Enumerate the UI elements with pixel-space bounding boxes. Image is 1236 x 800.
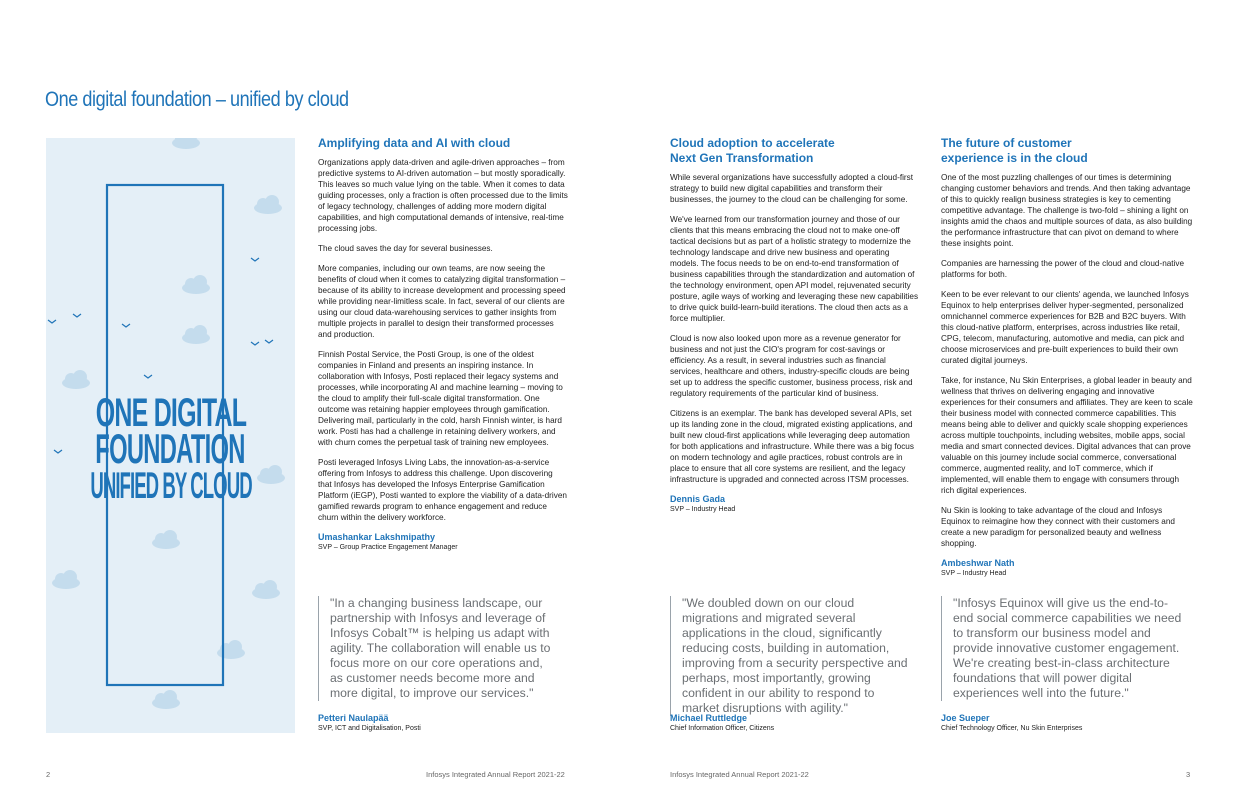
cloud-icon [252,580,280,599]
cloud-icon [152,690,180,709]
svg-text:UNIFIED BY CLOUD: UNIFIED BY CLOUD [90,465,252,507]
cloud-icon [257,465,285,484]
paragraph: Organizations apply data-driven and agile-driven approaches – from predictive systems to AI-driven automation – but mostly sporadically. This leaves so much value lying on the table. When it comes to data guiding processes, only a fraction is often processed due to the limits of legacy technology, challenges of adding more modern digital capabilities, and high computational demands of intensive, real-time processing jobs. [318,158,568,233]
author [318,532,568,552]
cloud-icon [254,195,282,214]
paragraph: While several organizations have successfully adopted a cloud-first strategy to build new digital capabilities and transform their businesses, the journey to the cloud can be challenging for some. [670,173,914,204]
quote-author-role: Chief Technology Officer, Nu Skin Enterprises [941,725,1083,732]
hero-lettering [90,391,252,507]
cloud-artwork [46,138,295,733]
svg-text:ONE DIGITAL: ONE DIGITAL [95,391,247,436]
quote-author-name: Michael Ruttledge [670,713,748,723]
quote-author [670,713,774,733]
author-role: SVP – Group Practice Engagement Manager [318,544,458,551]
pull-quote: "In a changing business landscape, our partnership with Infosys and leverage of Infosys Cobalt™ is helping us adapt with agility. The collaboration will enable us to focus more on our core operations and, as customer needs become more and more digital, to improve our services." [318,596,558,701]
paragraph: Posti leveraged Infosys Living Labs, the innovation-as-a-service offering from Infosys to address this challenge. Upon discovering that Infosys has developed the Infosys Enterprise Gamification Platform (iEGP), Posti wanted to explore the viability of a data-driven gamified rewards program to enhance engagement and reduce churn within the delivery workforce. [318,458,567,522]
quote-author-role: Chief Information Officer, Citizens [670,725,775,732]
page-number-right: 3 [1186,770,1191,779]
section-heading: Amplifying data and AI with cloud [318,136,511,150]
column-customer-experience [941,136,1193,578]
footer-report-right: Infosys Integrated Annual Report 2021-22 [670,770,809,779]
paragraph: Companies are harnessing the power of the cloud and cloud-native platforms for both. [941,259,1185,279]
paragraph: We've learned from our transformation journey and those of our clients that this means embracing the cloud not to make one-off tactical decisions but as part of a holistic strategy to modernize the technology landscape and drive new business and operating models. The focus needs to be on end-to-end transformation of business capabilities through the standardization and automation of the technology environment, open API model, rejuvenated security posture, agile ways of working and leveraging these new capabilities to drive quick build-learn-build iterations. The cloud then acts as a force multiplier. [670,215,919,323]
author [941,558,1193,578]
paragraph: Finnish Postal Service, the Posti Group, is one of the oldest companies in Finland and presents an inspiring instance. In collaboration with Infosys, Posti replaced their legacy systems and processes, while incorporating AI and machine learning – moving to the cloud to amplify their full-scale digital transformation. One outcome was retaining happier employees through gamification. Delivering mail, particularly in the cold, harsh Finnish winter, is hard work. Posti has had a challenge in retaining delivery workers, and with churn comes the perpetual task of training new employees. [318,350,563,447]
paragraph: Nu Skin is looking to take advantage of the cloud and Infosys Equinox to reimagine how they connect with their customers and create a new paradigm for personalized beauty and wellness shopping. [941,506,1175,548]
cloud-icon [62,370,90,389]
paragraph: Keen to be ever relevant to our clients' agenda, we launched Infosys Equinox to help enterprises deliver hyper-segmented, personalized omnichannel commerce experiences for B2B and B2C buyers. With this cloud-native platform, enterprises, across industries like retail, CPG, telecom, manufacturing, automotive and media, can pick and choose microservices and pre-built experiences to build their own curated digital journeys. [941,290,1189,365]
author-name: Dennis Gada [670,494,726,504]
pull-quote: "We doubled down on our cloud migrations and migrated several applications in the cloud, significantly reducing costs, building in automation, improving from a security perspective and perhaps, most importantly, growing confident in our ability to respond to market disruptions with agility." [670,596,910,716]
svg-text:FOUNDATION: FOUNDATION [95,427,245,473]
page-number-left: 2 [46,770,51,779]
section-heading: Cloud adoption to accelerate Next Gen Transformation [670,136,835,165]
paragraph: Take, for instance, Nu Skin Enterprises, a global leader in beauty and wellness that thrives on delivering engaging and innovative experiences for their consumers and affiliates. They are keen to scale their business model with connected commerce capabilities. This means being able to deliver and quickly scale shopping experiences across multiple touchpoints, including websites, mobile apps, social media and smart connected devices. Digital advances that can prove valuable on this journey include social commerce, conversational commerce, augmented reality, and IoT commerce, which if implemented, will enable them to engage with consumers through rich digital experiences. [941,376,1193,495]
cloud-icon [52,570,80,589]
cloud-icon [152,530,180,549]
author-name: Ambeshwar Nath [941,558,1015,568]
hero-illustration [46,138,295,733]
column-cloud-adoption [670,136,920,514]
author [670,494,920,514]
paragraph: One of the most puzzling challenges of our times is determining changing customer behaviors and trends. And then taking advantage of this to quickly realign business strategies is key to cementing competitive advantage. The challenge is two-fold – shining a light on insights amid the chaos and multiple sources of data, as also building the performance infrastructure that can pivot on demand to where these insights point. [941,173,1193,248]
author-name: Umashankar Lakshmipathy [318,532,436,542]
cloud-icon [217,640,245,659]
paragraph: The cloud saves the day for several businesses. [318,244,493,253]
paragraph: More companies, including our own teams, are now seeing the benefits of cloud when it comes to catalyzing digital transformation – because of its ability to increase development and processing speed while providing near-limitless scale. In fact, several of our clients are using our cloud data-warehousing services to gather insights from multiple projects in parallel to design their transformed processes and production. [318,264,566,339]
quote-author [318,713,421,733]
cloud-icon [172,138,200,149]
column-data-ai [318,136,568,552]
cloud-icon [182,325,210,344]
author-role: SVP – Industry Head [670,506,736,513]
quote-author-name: Joe Sueper [941,713,990,723]
pull-quote: "Infosys Equinox will give us the end-to-end social commerce capabilities we need to transform our business model and provide innovative customer engagement. We're creating best-in-class architecture foundations that will power digital experiences well into the future." [941,596,1183,701]
quote-author-name: Petteri Naulapää [318,713,389,723]
quote-author [941,713,1082,733]
quote-author-role: SVP, ICT and Digitalisation, Posti [318,725,421,732]
author-role: SVP – Industry Head [941,570,1007,577]
page-title: One digital foundation – unified by cloud [45,88,349,111]
footer-report-left: Infosys Integrated Annual Report 2021-22 [426,770,565,779]
section-heading: The future of customer experience is in the cloud [941,136,1088,165]
paragraph: Cloud is now also looked upon more as a revenue generator for business and not just the CIO's program for cost-savings or efficiency. As a result, in several industries such as financial services, healthcare and others, industry-specific clouds are being set up to address the specific customer, business process, risk and regulatory requirements of the particular kind of business. [670,334,913,398]
paragraph: Citizens is an exemplar. The bank has developed several APIs, set up its landing zone in the cloud, migrated existing applications, and built new cloud-first applications while leveraging deep automation for both applications and infrastructure. While there was a big focus on modern technology and agile practices, robust controls are in place to ensure that all core systems are resilient, and the legacy infrastructure is upgraded and connected across ITSM processes. [670,409,914,484]
cloud-icon [182,275,210,294]
